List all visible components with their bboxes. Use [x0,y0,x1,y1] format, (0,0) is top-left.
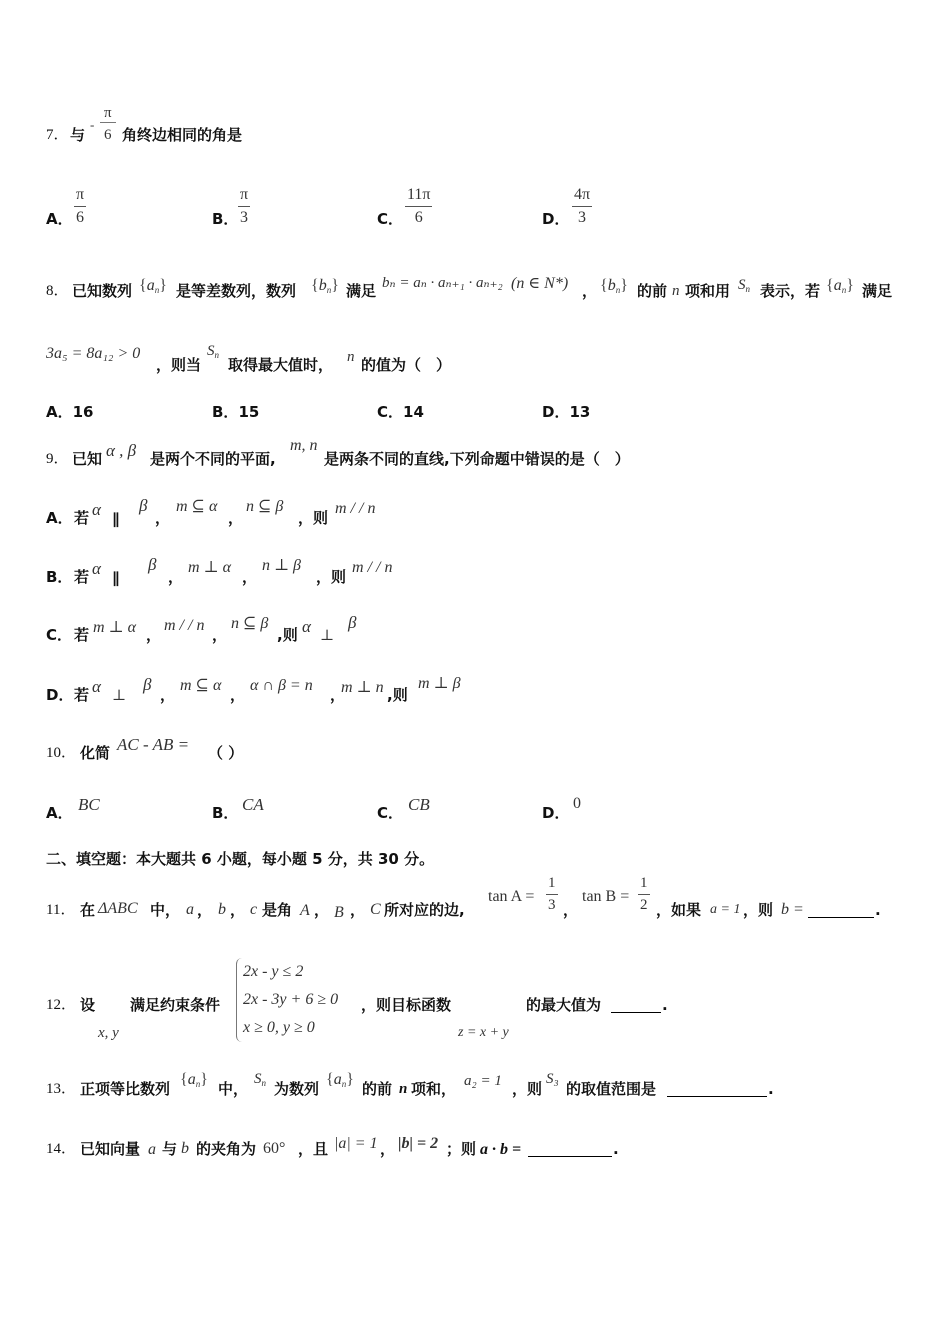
q9-c-cond-2: n ⊆ β [231,615,269,632]
q14-mag-b: |b| = 2 [398,1135,439,1152]
q11-c: c [250,901,258,918]
q7-lead: 与 [70,126,86,144]
q12-constraint-2: 2x - 3y + 6 ≥ 0 [243,991,339,1008]
q7-pi: π [104,105,112,121]
q9-b-comma-2: ， [242,568,258,586]
q10-option-c-label[interactable]: C． [377,804,404,822]
q11-text-4: 所对应的边, [384,901,465,919]
q9-d-result: m ⊥ β [418,675,461,692]
q7-option-b-label[interactable]: B． [212,210,239,228]
q9-option-d-label: D． [46,686,74,704]
q8-text-1: 已知数列 [72,282,133,300]
q14-end: . [613,1140,619,1158]
q9-option-b-ruo: 若 [74,568,90,586]
q14-text-6: ；则 [446,1140,477,1158]
q10-number: 10． [46,745,77,761]
q9-a-alpha: α [92,500,101,519]
q11-A: A [300,902,310,919]
q11-b: b [218,901,226,918]
q11-a: a [186,901,194,918]
q12-text-1: 设 [80,996,96,1014]
q9-a-result: m / / n [335,500,376,517]
q11-comma-5: ， [563,901,579,919]
q9-d-cond-2: α ∩ β = n [250,677,313,694]
q7-option-c-label[interactable]: C． [377,210,404,228]
q9-option-c-label: C． [46,626,73,644]
q7-number: 7． [46,127,69,143]
q9-a-comma-2: ， [228,509,244,527]
q9-c-perp: ⊥ [320,628,335,644]
q8-text-3: 满足 [346,282,377,300]
q11-text-6: ，则 [743,901,774,919]
q9-option-a-ruo: 若 [74,509,90,527]
q8-line2-text-1: ，则当 [156,356,202,374]
q9-b-then: ，则 [316,568,347,586]
q8-option-b[interactable]: B．15 [212,403,260,421]
q9-d-then: ,则 [387,686,408,704]
q7-option-b-value: $\frac{\pi}{3}$ [240,186,249,227]
q11-comma-3: ， [314,901,330,919]
q7-option-a-label[interactable]: A． [46,210,73,228]
q14-text-2: 与 [162,1140,178,1158]
q11-triangle: ΔABC [98,900,138,917]
q10-paren: （ ） [208,744,244,762]
q11-text-1: 在 [80,901,96,919]
q8-text-7: 满足 [862,282,893,300]
q14-dot-product: a · b = [480,1141,522,1158]
q7-option-d-value: $\frac{4\pi}{3}$ [574,186,591,227]
q11-end: . [875,901,881,919]
q8-text-5: 项和用 [685,282,731,300]
q8-option-d[interactable]: D．13 [542,403,591,421]
q12-constraint-3: x ≥ 0, y ≥ 0 [243,1019,315,1036]
q9-c-comma-1: ， [146,626,162,644]
q7-minus-sign: - [90,117,95,132]
q9-option-b-label: B． [46,568,73,586]
q13-text-5: 项和， [411,1080,457,1098]
q13-end: . [768,1080,774,1098]
q9-d-alpha: α [92,677,101,696]
q12-text-4: 的最大值为 [526,996,602,1014]
section-2-title: 二、填空题：本大题共 6 小题，每小题 5 分，共 30 分。 [46,850,435,868]
q10-option-b-label[interactable]: B． [212,804,239,822]
q8-seq-bn-2: $\{b_n\}$ [600,277,628,295]
q14-answer-blank[interactable] [528,1156,612,1157]
q12-text-3: ，则目标函数 [361,996,452,1014]
q8-condition: (n ∈ N*) [511,275,569,292]
q9-option-c-ruo: 若 [74,626,90,644]
q10-option-c-value: CB [408,795,430,814]
q7-option-c-value: $\frac{11\pi}{6}$ [407,186,431,227]
q9-planes: α , β [106,441,137,460]
q10-option-a-label[interactable]: A． [46,804,73,822]
q9-b-comma-1: ， [168,568,184,586]
q8-var-sn: $S_n$ [738,277,750,294]
q13-sn: $S_n$ [254,1071,266,1088]
q9-a-beta: β [139,496,148,515]
q7-six: 6 [104,127,112,143]
q9-b-beta: β [148,555,157,574]
q9-a-then: ，则 [298,509,329,527]
q9-b-alpha: α [92,559,101,578]
q11-result: b = [781,901,804,918]
q12-vars: x, y [98,1025,119,1041]
q9-c-comma-2: ， [212,626,228,644]
q9-text-1: 已知 [72,450,103,468]
q8-option-c[interactable]: C．14 [377,403,424,421]
q14-text-5: ， [380,1140,396,1158]
q13-a2: a₂ = 1 [464,1073,502,1089]
q8-text-4: 的前 [637,282,668,300]
q11-tanB-value: $\frac{1}{2}$ [640,875,648,914]
q8-line2-n: n [347,349,355,365]
q9-lines: m, n [290,437,318,454]
q9-number: 9． [46,451,69,467]
q8-number: 8． [46,283,69,299]
q10-text-1: 化简 [80,744,111,762]
q9-d-comma-2: ， [230,686,246,704]
q12-text-2: 满足约束条件 [130,996,221,1014]
q9-d-comma-3: ， [330,686,346,704]
q13-seq-an-2: $\{a_n\}$ [326,1071,354,1089]
q14-angle: 60° [263,1140,286,1157]
q14-text-1: 已知向量 [80,1140,141,1158]
q7-option-d-label[interactable]: D． [542,210,570,228]
q14-text-3: 的夹角为 [196,1140,257,1158]
q14-vec-b: b [181,1140,189,1157]
q9-a-cond-1: m ⊆ α [176,498,218,515]
q7-option-a-value: $\frac{\pi}{6}$ [76,186,85,227]
q8-text-2: 是等差数列，数列 [176,282,297,300]
q11-text-3: 是角 [262,901,293,919]
q13-seq-an: $\{a_n\}$ [180,1071,208,1089]
q9-d-comma-1: ， [160,686,176,704]
q11-condition: a = 1 [710,902,741,917]
q10-expression: AC - AB = [117,735,190,754]
q11-answer-blank[interactable] [808,917,874,918]
q13-answer-blank[interactable] [667,1096,767,1097]
q13-n: n [399,1081,408,1097]
q13-text-3: 为数列 [274,1080,320,1098]
q9-c-then: ,则 [277,626,298,644]
q9-option-d-ruo: 若 [74,686,90,704]
q8-option-a[interactable]: A．16 [46,403,94,421]
q8-seq-bn: $\{b_n\}$ [311,277,339,295]
q11-text-5: ，如果 [656,901,702,919]
q9-a-parallel: ∥ [112,510,120,528]
q12-constraint-1: 2x - y ≤ 2 [243,963,304,980]
q11-comma-4: ， [350,901,366,919]
q14-text-4: ，且 [298,1140,329,1158]
q8-comma: ， [582,282,598,300]
q8-formula-bn: bₙ = aₙ · aₙ₊₁ · aₙ₊₂ [382,275,503,291]
q9-text-2: 是两个不同的平面, [150,450,276,468]
q13-text-1: 正项等比数列 [80,1080,171,1098]
q9-a-comma-1: ， [155,509,171,527]
q8-var-n: n [672,283,680,299]
q9-d-cond-3: m ⊥ n [341,679,384,696]
q9-text-3: 是两条不同的直线,下列命题中错误的是（ ） [324,450,630,468]
q14-vec-a: a [148,1141,156,1158]
q11-tanB: tan B = [582,888,630,905]
q9-d-perp: ⊥ [112,688,127,704]
q8-seq-an: $\{a_n\}$ [139,277,167,295]
q12-answer-blank[interactable] [611,1012,661,1013]
q13-text-6: ，则 [512,1080,543,1098]
q11-tanA-value: $\frac{1}{3}$ [548,875,556,914]
q14-mag-a: |a| = 1 [334,1135,378,1152]
q12-objective: z = x + y [458,1025,509,1040]
q9-c-cond-1: m / / n [164,617,205,634]
q9-b-parallel: ∥ [112,569,120,587]
q13-number: 13． [46,1081,77,1097]
q9-a-cond-2: n ⊆ β [246,498,284,515]
q11-C: C [370,901,381,918]
q9-c-cond-0: m ⊥ α [93,619,136,636]
q11-number: 11． [46,902,76,918]
q9-b-result: m / / n [352,559,393,576]
q11-B: B [334,904,344,921]
q12-end: . [662,996,668,1014]
q12-number: 12． [46,997,77,1013]
q13-text-4: 的前 [362,1080,393,1098]
q8-line2-text-3: 的值为（ ） [361,356,452,374]
q9-b-cond-1: m ⊥ α [188,559,231,576]
q10-option-d-label[interactable]: D． [542,804,570,822]
q13-text-7: 的取值范围是 [566,1080,657,1098]
q8-text-6: 表示，若 [760,282,821,300]
q9-d-cond-1: m ⊆ α [180,677,222,694]
q11-text-2: 中， [150,901,181,919]
q8-line2-sn: $S_n$ [207,343,219,360]
q9-option-a-label: A． [46,509,73,527]
q9-b-cond-2: n ⊥ β [262,557,302,574]
q7-fraction-bar [100,122,116,123]
q8-line2-formula: 3a₅ = 8a₁₂ > 0 [46,345,141,362]
q9-c-beta: β [348,613,357,632]
q13-s3: S₃ [546,1071,559,1087]
q9-c-alpha: α [302,617,311,636]
q10-option-b-value: CA [242,795,264,814]
q8-seq-an-2: $\{a_n\}$ [826,277,854,295]
q7-tail: 角终边相同的角是 [122,126,243,144]
q11-comma-1: ， [197,901,213,919]
q10-option-d-value: 0 [573,795,581,812]
q10-option-a-value: BC [78,795,100,814]
q12-constraint-system [236,958,338,1042]
q8-line2-text-2: 取得最大值时， [228,356,334,374]
q13-text-2: 中， [218,1080,249,1098]
q9-d-beta: β [143,675,152,694]
q11-comma-2: ， [230,901,246,919]
q14-number: 14． [46,1141,77,1157]
q11-tanA: tan A = [488,888,535,905]
